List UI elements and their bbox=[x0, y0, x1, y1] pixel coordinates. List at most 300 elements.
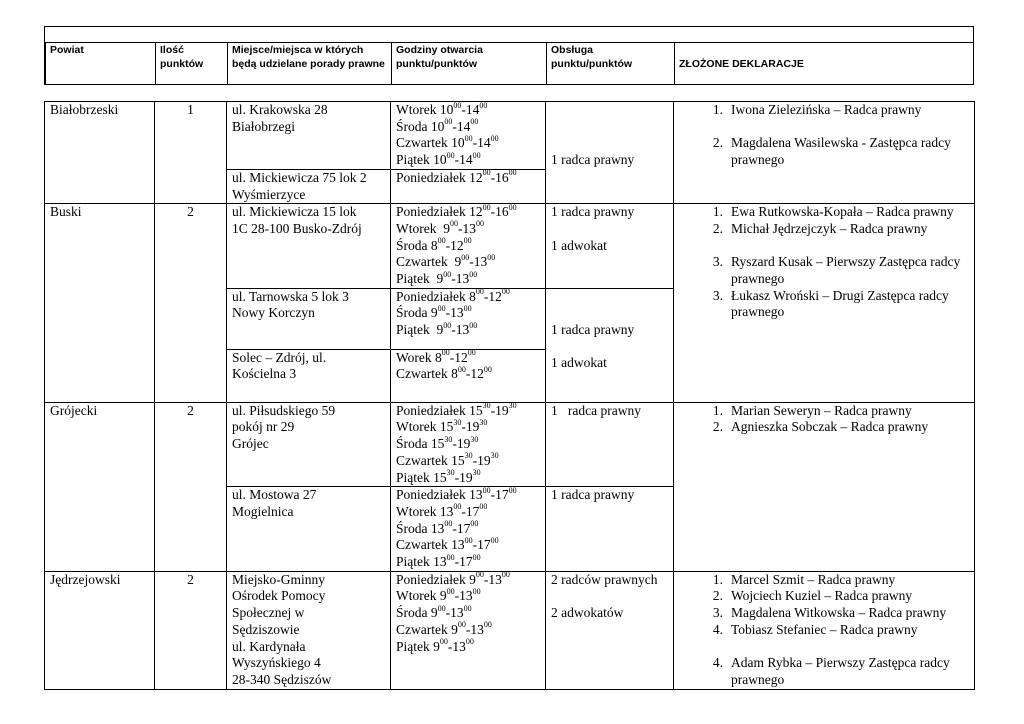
item-text: Agnieszka Sobczak – Radca prawny bbox=[731, 419, 929, 435]
service-cell: 1 radca prawny bbox=[546, 487, 674, 572]
table-row bbox=[45, 102, 975, 170]
day-label: Piątek bbox=[396, 554, 434, 570]
hour-from: 12 bbox=[469, 204, 483, 220]
hours-list bbox=[396, 204, 540, 288]
service-text: 1 radca prawny bbox=[551, 152, 635, 167]
hour-to: 17 bbox=[456, 520, 471, 536]
day-label: Poniedziałek bbox=[396, 204, 470, 220]
day-label: Poniedziałek bbox=[396, 487, 470, 503]
hour-to: 19 bbox=[477, 452, 491, 468]
text-line: Mogielnica bbox=[232, 503, 294, 519]
hour-to: 14 bbox=[459, 152, 473, 168]
hour-from: 13 bbox=[433, 554, 447, 570]
service-cell bbox=[546, 288, 674, 402]
text-line: 28-340 Sędziszów bbox=[232, 671, 332, 687]
minute-from: 00 bbox=[453, 502, 462, 512]
hour-from: 10 bbox=[451, 135, 465, 151]
hour-to: 17 bbox=[459, 554, 473, 570]
service-text: 1 radca prawny bbox=[551, 402, 641, 418]
declarations-cell bbox=[674, 571, 975, 689]
hour-to: 17 bbox=[477, 537, 491, 553]
address-cell bbox=[227, 402, 391, 487]
day-label: Wtorek bbox=[396, 419, 440, 435]
powiat-cell: Białobrzeski bbox=[45, 102, 155, 204]
item-text: Adam Rybka – Pierwszy Zastępca radcy prawnego bbox=[731, 655, 950, 687]
day-label: Czwartek bbox=[396, 537, 452, 553]
item-text: Marcel Szmit – Radca prawny bbox=[731, 571, 896, 587]
minute-to: 00 bbox=[479, 100, 488, 110]
hour-from: 12 bbox=[469, 169, 483, 185]
day-label: Środa bbox=[396, 118, 431, 134]
item-number: 1. bbox=[712, 204, 723, 220]
header-count: Ilość punktów bbox=[155, 42, 227, 84]
hours-line: Wtorek $9^{00}-13^{00}$ bbox=[396, 586, 481, 604]
minute-to: 30 bbox=[470, 434, 479, 444]
hours-line: Czwartek $13^{00}-17^{00}$ bbox=[396, 535, 499, 553]
address-cell bbox=[227, 169, 391, 203]
day-label: Piątek bbox=[396, 152, 434, 168]
minute-from: 00 bbox=[446, 586, 455, 596]
day-label: Czwartek bbox=[396, 254, 455, 270]
hours-line: Wtorek $13^{00}-17^{00}$ bbox=[396, 502, 488, 519]
declaration-item bbox=[679, 588, 969, 605]
count-cell: 2 bbox=[155, 402, 227, 571]
minute-to: 30 bbox=[479, 417, 488, 427]
hours-list bbox=[396, 350, 540, 383]
text-line: Solec – Zdrój, ul. bbox=[232, 349, 327, 365]
minute-to: 00 bbox=[479, 502, 488, 512]
minute-from: 30 bbox=[444, 434, 453, 444]
text-line: Ośrodek Pomocy bbox=[232, 588, 326, 604]
minute-from: 00 bbox=[482, 485, 491, 495]
text-line: 2 adwokatów bbox=[551, 605, 624, 621]
hour-from: 9 bbox=[436, 322, 444, 338]
minute-from: 00 bbox=[482, 202, 491, 212]
item-text: Łukasz Wroński – Drugi Zastępca radcy prawnego bbox=[731, 287, 949, 320]
hour-to: 12 bbox=[454, 349, 468, 365]
minute-to: 00 bbox=[490, 133, 499, 143]
header-top-strip bbox=[45, 27, 973, 43]
minute-to: 00 bbox=[501, 287, 510, 297]
text-line: Kościelna 3 bbox=[232, 366, 297, 382]
hour-to: 19 bbox=[459, 469, 473, 485]
text-line: ul. Tarnowska 5 lok 3 bbox=[232, 288, 349, 304]
hour-to: 12 bbox=[450, 237, 464, 253]
day-label: Czwartek bbox=[396, 366, 452, 382]
minute-to: 00 bbox=[463, 303, 472, 313]
hour-from: 9 bbox=[439, 588, 447, 604]
hours-line: Środa $15^{30}-19^{30}$ bbox=[396, 434, 479, 452]
item-number: 3. bbox=[712, 254, 723, 270]
day-label: Worek bbox=[396, 349, 436, 365]
powiat-cell: Grójecki bbox=[45, 402, 155, 571]
minute-to: 30 bbox=[472, 468, 481, 478]
hours-list bbox=[396, 403, 540, 487]
hours-cell bbox=[391, 349, 546, 402]
day-label: Poniedziałek bbox=[396, 571, 470, 587]
service-lines bbox=[551, 322, 668, 372]
item-text: Marian Seweryn – Radca prawny bbox=[731, 402, 912, 418]
hours-line: Piątek $13^{00}-17^{00}$ bbox=[396, 552, 481, 570]
text-line: ul. Kardynała bbox=[232, 638, 306, 654]
item-number: 3. bbox=[712, 605, 723, 621]
minute-from: 00 bbox=[461, 252, 470, 262]
address-cell bbox=[227, 204, 391, 289]
hours-cell bbox=[391, 487, 546, 572]
hour-to: 13 bbox=[470, 621, 484, 637]
hours-cell bbox=[391, 102, 546, 170]
minute-from: 00 bbox=[443, 269, 452, 279]
text-line: Grójec bbox=[232, 436, 269, 452]
hour-to: 12 bbox=[488, 288, 502, 304]
hour-to: 13 bbox=[455, 271, 470, 287]
hours-list bbox=[396, 102, 540, 169]
minute-to: 00 bbox=[469, 269, 478, 279]
minute-from: 00 bbox=[457, 620, 466, 630]
hour-from: 15 bbox=[451, 452, 465, 468]
item-text: Magdalena Witkowska – Radca prawny bbox=[731, 605, 947, 621]
hour-to: 13 bbox=[450, 305, 464, 321]
minute-from: 00 bbox=[437, 603, 446, 613]
item-number: 1. bbox=[712, 402, 723, 418]
declaration-item bbox=[679, 135, 969, 168]
minute-from: 00 bbox=[482, 168, 491, 178]
hours-cell bbox=[391, 402, 546, 487]
day-label: Wtorek bbox=[396, 102, 440, 117]
table-row bbox=[45, 204, 975, 289]
address-cell bbox=[227, 102, 391, 170]
hours-cell bbox=[391, 288, 546, 349]
minute-to: 00 bbox=[508, 202, 517, 212]
day-label: Poniedziałek bbox=[396, 402, 470, 418]
hour-from: 15 bbox=[430, 436, 445, 452]
text-line bbox=[551, 588, 668, 605]
minute-to: 00 bbox=[490, 535, 499, 545]
hour-to: 12 bbox=[470, 366, 484, 382]
text-line bbox=[551, 338, 668, 355]
hour-to: 13 bbox=[473, 254, 488, 270]
declarations-cell bbox=[674, 204, 975, 403]
hour-from: 15 bbox=[469, 402, 483, 418]
hour-to: 14 bbox=[477, 135, 491, 151]
hour-from: 8 bbox=[430, 237, 438, 253]
declarations-cell bbox=[674, 402, 975, 571]
day-label: Czwartek bbox=[396, 452, 452, 468]
minute-from: 30 bbox=[464, 451, 473, 461]
hours-line: Czwartek $9^{00}-13^{00}$ bbox=[396, 620, 492, 637]
minute-to: 00 bbox=[487, 252, 496, 262]
item-text: Ewa Rutkowska-Kopała – Radca prawny bbox=[731, 204, 954, 220]
hour-from: 8 bbox=[435, 349, 442, 365]
declaration-item bbox=[679, 622, 969, 639]
service-cell bbox=[546, 571, 674, 689]
day-label: Środa bbox=[396, 436, 431, 452]
hour-to: 13 bbox=[455, 322, 470, 338]
service-cell bbox=[546, 402, 674, 487]
minute-to: 30 bbox=[490, 451, 499, 461]
day-label: Poniedziałek bbox=[396, 169, 470, 185]
declaration-item bbox=[679, 605, 969, 622]
day-label: Piątek bbox=[396, 271, 437, 287]
hours-line: Wtorek $15^{30}-19^{30}$ bbox=[396, 417, 488, 435]
text-line: 1 radca prawny bbox=[551, 321, 635, 337]
minute-from: 00 bbox=[475, 570, 484, 580]
text-line: ul. Mickiewicza 75 lok 2 bbox=[232, 169, 367, 185]
text-line: Sędziszowie bbox=[232, 621, 300, 637]
hours-list bbox=[396, 289, 540, 339]
minute-from: 00 bbox=[444, 117, 453, 127]
day-label: Środa bbox=[396, 237, 431, 253]
hour-from: 10 bbox=[430, 118, 445, 134]
hour-to: 14 bbox=[456, 118, 471, 134]
declarations-list bbox=[679, 572, 969, 689]
minute-to: 00 bbox=[467, 348, 476, 358]
minute-from: 30 bbox=[453, 417, 462, 427]
hour-to: 13 bbox=[450, 605, 464, 621]
day-label: Piątek bbox=[396, 469, 434, 485]
hours-line: Czwartek $15^{30}-19^{30}$ bbox=[396, 451, 499, 468]
minute-to: 00 bbox=[501, 570, 510, 580]
hours-line: Środa $10^{00}-14^{00}$ bbox=[396, 117, 479, 134]
hour-to: 19 bbox=[465, 419, 480, 435]
address-cell bbox=[227, 349, 391, 402]
hours-line: Poniedziałek $8^{00}-12^{00}$ bbox=[396, 287, 510, 304]
hour-from: 13 bbox=[469, 487, 483, 503]
declarations-list bbox=[679, 204, 969, 321]
hours-line: Środa $8^{00}-12^{00}$ bbox=[396, 236, 472, 253]
minute-to: 00 bbox=[472, 150, 481, 160]
hour-to: 13 bbox=[459, 588, 473, 604]
hour-to: 17 bbox=[465, 503, 480, 519]
minute-to: 30 bbox=[508, 401, 517, 411]
hour-from: 13 bbox=[439, 503, 454, 519]
declarations-list bbox=[679, 102, 969, 169]
minute-to: 00 bbox=[463, 603, 472, 613]
hours-line: Piątek $9^{00}-13^{00}$ bbox=[396, 637, 474, 654]
hours-list bbox=[396, 170, 540, 187]
day-label: Wtorek bbox=[396, 503, 440, 519]
hour-to: 17 bbox=[495, 487, 509, 503]
hour-to: 14 bbox=[465, 102, 480, 117]
list-gap bbox=[679, 238, 969, 255]
list-gap bbox=[679, 119, 969, 136]
day-label: Poniedziałek bbox=[396, 288, 470, 304]
declaration-item bbox=[679, 419, 969, 436]
text-line bbox=[551, 221, 668, 238]
minute-from: 00 bbox=[444, 519, 453, 529]
minute-from: 00 bbox=[443, 320, 452, 330]
declarations-list bbox=[679, 403, 969, 436]
table-header bbox=[44, 26, 974, 85]
text-line: Nowy Korczyn bbox=[232, 305, 315, 321]
minute-from: 00 bbox=[441, 348, 450, 358]
address-cell bbox=[227, 288, 391, 349]
hours-line: Środa $9^{00}-13^{00}$ bbox=[396, 303, 472, 321]
minute-to: 00 bbox=[470, 519, 479, 529]
count-cell: 2 bbox=[155, 204, 227, 403]
minute-from: 00 bbox=[464, 535, 473, 545]
minute-from: 00 bbox=[437, 303, 446, 313]
hours-line: Poniedziałek $9^{00}-13^{00}$ bbox=[396, 570, 510, 587]
header-places: Miejsce/miejsca w których będą udzielane porady prawne bbox=[227, 42, 391, 84]
day-label: Środa bbox=[396, 605, 431, 621]
hours-line: Wtorek $10^{00}-14^{00}$ bbox=[396, 100, 488, 117]
minute-to: 00 bbox=[483, 620, 492, 630]
hours-line: Czwartek $9^{00}-13^{00}$ bbox=[396, 252, 496, 270]
hour-from: 9 bbox=[433, 638, 440, 654]
header-hours: Godziny otwarcia punktu/punktów bbox=[391, 42, 546, 84]
declaration-item bbox=[679, 288, 969, 321]
item-text: Michał Jędrzejczyk – Radca prawny bbox=[731, 220, 928, 236]
text-line: ul. Krakowska 28 bbox=[232, 102, 328, 117]
item-number: 1. bbox=[712, 102, 723, 117]
day-label: Środa bbox=[396, 305, 431, 321]
hour-from: 9 bbox=[443, 220, 450, 236]
text-line: ul. Piłsudskiego 59 bbox=[232, 402, 336, 418]
minute-to: 00 bbox=[465, 637, 474, 647]
minute-from: 00 bbox=[464, 133, 473, 143]
minute-from: 00 bbox=[457, 364, 466, 374]
declaration-item bbox=[679, 403, 969, 420]
minute-from: 30 bbox=[482, 401, 491, 411]
hour-from: 9 bbox=[436, 271, 444, 287]
hours-line: Piątek $10^{00}-14^{00}$ bbox=[396, 150, 481, 168]
hours-cell bbox=[391, 169, 546, 203]
hour-to: 19 bbox=[456, 436, 471, 452]
hour-from: 8 bbox=[451, 366, 458, 382]
list-gap bbox=[679, 639, 969, 656]
hour-from: 10 bbox=[433, 152, 447, 168]
minute-from: 00 bbox=[437, 236, 446, 246]
hour-from: 15 bbox=[433, 469, 447, 485]
minute-from: 00 bbox=[449, 219, 458, 229]
item-number: 2. bbox=[712, 419, 723, 435]
item-number: 2. bbox=[712, 135, 723, 151]
item-text: Wojciech Kuziel – Radca prawny bbox=[731, 588, 913, 604]
hours-cell bbox=[391, 571, 546, 689]
hours-cell bbox=[391, 204, 546, 289]
minute-to: 00 bbox=[463, 236, 472, 246]
text-line: 2 radców prawnych bbox=[551, 571, 658, 587]
minute-from: 00 bbox=[439, 637, 448, 647]
hour-to: 13 bbox=[488, 571, 502, 587]
count-cell: 1 bbox=[155, 102, 227, 204]
table-row bbox=[45, 571, 975, 689]
address-cell bbox=[227, 487, 391, 572]
text-line: Miejsko-Gminny bbox=[232, 571, 325, 587]
hours-line: Czwartek $8^{00}-12^{00}$ bbox=[396, 364, 492, 382]
minute-to: 00 bbox=[475, 219, 484, 229]
minute-from: 30 bbox=[446, 468, 455, 478]
hour-from: 13 bbox=[430, 520, 445, 536]
item-text: Magdalena Wasilewska - Zastępca radcy prawnego bbox=[731, 135, 951, 168]
hours-line: Poniedziałek $12^{00}-16^{00}$ bbox=[396, 168, 517, 185]
day-label: Czwartek bbox=[396, 135, 452, 151]
minute-from: 00 bbox=[475, 287, 484, 297]
minute-to: 00 bbox=[472, 586, 481, 596]
day-label: Środa bbox=[396, 520, 431, 536]
declaration-item bbox=[679, 655, 969, 688]
text-line: pokój nr 29 bbox=[232, 419, 295, 435]
text-line: 1 radca prawny bbox=[551, 204, 635, 220]
minute-to: 00 bbox=[508, 485, 517, 495]
hour-from: 9 bbox=[451, 621, 458, 637]
hour-from: 9 bbox=[454, 254, 462, 270]
item-number: 2. bbox=[712, 588, 723, 604]
hour-from: 13 bbox=[451, 537, 465, 553]
hour-to: 16 bbox=[495, 169, 509, 185]
minute-to: 00 bbox=[472, 552, 481, 562]
hour-from: 9 bbox=[430, 305, 438, 321]
powiat-cell: Buski bbox=[45, 204, 155, 403]
hours-line: Poniedziałek $13^{00}-17^{00}$ bbox=[396, 485, 517, 503]
hour-from: 10 bbox=[439, 102, 454, 117]
hour-to: 16 bbox=[495, 204, 509, 220]
hours-line: Piątek $15^{30}-19^{30}$ bbox=[396, 468, 481, 485]
text-line: Wyszyńskiego 4 bbox=[232, 655, 321, 671]
hours-line: Poniedziałek $12^{00}-16^{00}$ bbox=[396, 202, 517, 220]
service-cell bbox=[546, 204, 674, 289]
service-cell bbox=[546, 102, 674, 204]
item-text: Tobiasz Stefaniec – Radca prawny bbox=[731, 621, 918, 637]
count-cell: 2 bbox=[155, 571, 227, 689]
item-number: 2. bbox=[712, 220, 723, 236]
day-label: Wtorek bbox=[396, 588, 440, 604]
declaration-item bbox=[679, 572, 969, 589]
header-powiat: Powiat bbox=[45, 42, 155, 84]
hour-from: 15 bbox=[439, 419, 454, 435]
table-row bbox=[45, 402, 975, 487]
item-text: Ryszard Kusak – Pierwszy Zastępca radcy prawnego bbox=[731, 254, 961, 287]
declaration-item bbox=[679, 204, 969, 221]
text-line: Białobrzegi bbox=[232, 118, 295, 134]
text-line: 1 adwokat bbox=[551, 237, 607, 253]
day-label: Piątek bbox=[396, 638, 434, 654]
hours-list bbox=[396, 572, 540, 656]
minute-from: 00 bbox=[453, 100, 462, 110]
hours-line: Piątek $9^{00}-13^{00}$ bbox=[396, 269, 478, 287]
hour-from: 9 bbox=[430, 605, 438, 621]
declarations-cell bbox=[674, 102, 975, 204]
hour-from: 8 bbox=[469, 288, 476, 304]
hours-line: Wtorek $9^{00}-13^{00}$ bbox=[396, 219, 484, 236]
hour-from: 9 bbox=[469, 571, 476, 587]
declaration-item bbox=[679, 102, 969, 119]
text-line: 1C 28-100 Busko-Zdrój bbox=[232, 220, 362, 236]
hour-to: 19 bbox=[495, 402, 509, 418]
minute-to: 00 bbox=[469, 320, 478, 330]
declaration-item bbox=[679, 254, 969, 287]
hours-line: Piątek $9^{00}-13^{00}$ bbox=[396, 320, 478, 338]
hours-line: Worek $8^{00}-12^{00}$ bbox=[396, 348, 476, 365]
minute-to: 00 bbox=[508, 168, 517, 178]
text-line: ul. Mostowa 27 bbox=[232, 487, 317, 503]
hours-list bbox=[396, 487, 540, 571]
text-line: Wyśmierzyce bbox=[232, 186, 306, 202]
header-declarations: ZŁOŻONE DEKLARACJE bbox=[674, 42, 975, 84]
powiat-cell: Jędrzejowski bbox=[45, 571, 155, 689]
item-number: 1. bbox=[712, 571, 723, 587]
minute-from: 00 bbox=[446, 552, 455, 562]
hours-line: Środa $13^{00}-17^{00}$ bbox=[396, 519, 479, 536]
address-cell bbox=[227, 571, 391, 689]
hour-to: 13 bbox=[452, 638, 466, 654]
hour-to: 13 bbox=[462, 220, 476, 236]
minute-to: 00 bbox=[483, 364, 492, 374]
item-number: 3. bbox=[712, 287, 723, 303]
item-number: 4. bbox=[712, 621, 723, 637]
day-label: Piątek bbox=[396, 322, 437, 338]
